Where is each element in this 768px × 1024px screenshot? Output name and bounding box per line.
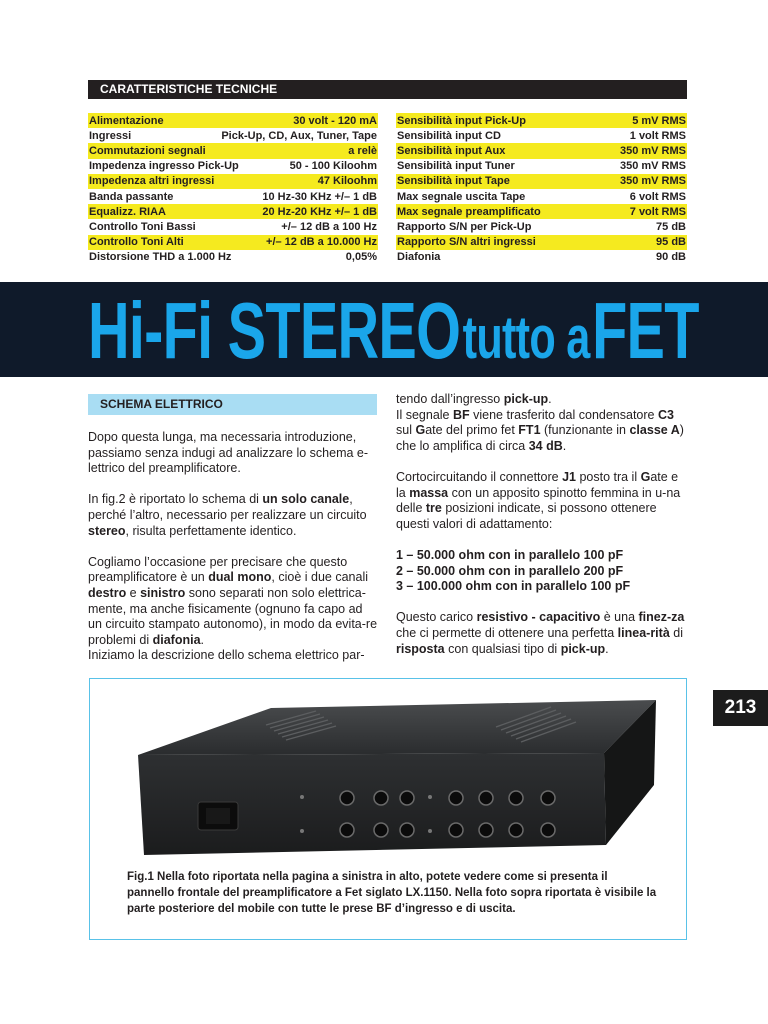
spec-row: [88, 235, 378, 250]
specs-heading: CARATTERISTICHE TECNICHE: [88, 80, 687, 99]
spec-row: [88, 189, 378, 204]
spec-label: Rapporto S/N altri ingressi: [397, 236, 536, 249]
spec-row: [396, 159, 687, 174]
spec-row: [88, 128, 378, 143]
spec-value: 350 mV RMS: [619, 175, 686, 188]
spec-row: [88, 113, 378, 128]
spec-row: [396, 219, 687, 234]
figure-caption: Fig.1 Nella foto riportata nella pagina a sinistra in alto, potete vedere come si presenta il pannello frontale del preamplificatore a Fet siglato LX.1150. Nella foto sopra riportata è visibile la parte posteriore del mobile con tutte le prese BF d’ingresso e di uscita.: [127, 871, 657, 915]
spec-row: [396, 204, 687, 219]
paragraph: Il segnale BF viene trasferito dal condensatore C3 sul Gate del primo fet FT1 (funzionante in classe A) che lo amplifica di circa 34 dB.: [396, 407, 684, 453]
spec-row: [396, 128, 687, 143]
spec-label: Max segnale preamplificato: [397, 205, 541, 218]
spec-label: Controllo Toni Alti: [89, 236, 184, 249]
spec-value: a relè: [348, 144, 377, 157]
spec-row: [396, 143, 687, 158]
spec-label: Sensibilità input Tuner: [397, 160, 515, 173]
spec-row: [88, 250, 378, 265]
paragraph: In fig.2 è riportato lo schema di un solo canale, perché l’altro, necessario per realizzare un circuito stereo, risulta perfettamente identico.: [88, 492, 367, 538]
right-text-column: [396, 392, 688, 673]
spec-value: 75 dB: [656, 220, 686, 233]
list-item: 3 – 100.000 ohm con in parallelo 100 pF: [396, 579, 631, 594]
specs-left-column: [88, 113, 378, 265]
spec-value: 30 volt - 120 mA: [293, 114, 377, 127]
title-part-3: FET: [592, 286, 699, 375]
spec-value: 6 volt RMS: [629, 190, 686, 203]
values-list: [396, 548, 688, 595]
spec-row: [396, 113, 687, 128]
title-banner: [0, 282, 768, 377]
specs-right-column: [396, 113, 687, 265]
paragraph: Dopo questa lunga, ma necessaria introduzione, passiamo senza indugi ad analizzare lo schema e-lettrico del preamplificatore.: [88, 430, 369, 476]
article-title: [88, 286, 699, 376]
spec-label: Alimentazione: [89, 114, 164, 127]
paragraph: Questo carico resistivo - capacitivo è una finez-za che ci permette di ottenere una perfetta linea-rità di risposta con qualsiasi tipo di pick-up.: [396, 610, 685, 656]
spec-value: 0,05%: [345, 251, 377, 264]
spec-row: [88, 143, 378, 158]
spec-value: 350 mV RMS: [619, 160, 686, 173]
spec-value: 95 dB: [656, 236, 686, 249]
spec-value: 50 - 100 Kiloohm: [289, 160, 377, 173]
spec-label: Sensibilità input Tape: [397, 175, 510, 188]
paragraph: tendo dall’ingresso pick-up.: [396, 392, 552, 406]
spec-label: Equalizz. RIAA: [89, 205, 167, 218]
spec-label: Rapporto S/N per Pick-Up: [397, 220, 532, 233]
spec-label: Sensibilità input CD: [397, 129, 501, 142]
spec-value: 350 mV RMS: [619, 144, 686, 157]
list-item: 2 – 50.000 ohm con in parallelo 200 pF: [396, 563, 624, 578]
spec-value: 10 Hz-30 KHz +/– 1 dB: [262, 190, 377, 203]
figure-box: [89, 678, 687, 940]
title-part-1: Hi-Fi STEREO: [88, 286, 461, 375]
list-item: 1 – 50.000 ohm con in parallelo 100 pF: [396, 547, 624, 562]
spec-label: Impedenza ingresso Pick-Up: [89, 160, 239, 173]
spec-label: Distorsione THD a 1.000 Hz: [89, 251, 232, 264]
spec-row: [396, 250, 687, 265]
paragraph: Cogliamo l’occasione per precisare che questo preamplificatore è un dual mono, cioè i due canali destro e sinistro sono separati non solo elettrica-mente, ma anche fisicamente (ognuno fa capo ad un circuito stampato autonomo), in modo da evita-re problemi di diafonia.: [88, 554, 378, 647]
spec-label: Commutazioni segnali: [89, 144, 206, 157]
spec-label: Impedenza altri ingressi: [89, 175, 215, 188]
spec-label: Sensibilità input Aux: [397, 144, 506, 157]
title-part-2: tutto a: [462, 304, 590, 371]
spec-value: 5 mV RMS: [632, 114, 686, 127]
spec-row: [88, 204, 378, 219]
spec-row: [396, 174, 687, 189]
spec-label: Sensibilità input Pick-Up: [397, 114, 526, 127]
spec-value: 90 dB: [656, 251, 686, 264]
spec-label: Diafonia: [397, 251, 441, 264]
spec-value: 7 volt RMS: [629, 205, 686, 218]
spec-row: [88, 174, 378, 189]
spec-row: [88, 159, 378, 174]
spec-value: 20 Hz-20 KHz +/– 1 dB: [262, 205, 377, 218]
spec-label: Controllo Toni Bassi: [89, 220, 196, 233]
section-heading: SCHEMA ELETTRICO: [88, 394, 377, 415]
preamplifier-rear-photo: [96, 685, 680, 861]
spec-label: Ingressi: [89, 129, 132, 142]
spec-value: +/– 12 dB a 10.000 Hz: [266, 236, 377, 249]
spec-value: 1 volt RMS: [629, 129, 686, 142]
page-number: 213: [713, 690, 768, 726]
paragraph: Cortocircuitando il connettore J1 posto tra il Gate e la massa con un apposito spinotto femmina in u-na delle tre posizioni indicate, si possono ottenere questi valori di adattamento:: [396, 469, 681, 531]
paragraph: Iniziamo la descrizione dello schema elettrico par-: [88, 648, 365, 663]
spec-value: Pick-Up, CD, Aux, Tuner, Tape: [221, 129, 377, 142]
spec-label: Banda passante: [89, 190, 174, 203]
spec-label: Max segnale uscita Tape: [397, 190, 526, 203]
spec-row: [396, 235, 687, 250]
spec-value: 47 Kiloohm: [317, 175, 377, 188]
spec-row: [88, 219, 378, 234]
spec-value: +/– 12 dB a 100 Hz: [281, 220, 377, 233]
left-text-column: [88, 430, 378, 680]
spec-row: [396, 189, 687, 204]
